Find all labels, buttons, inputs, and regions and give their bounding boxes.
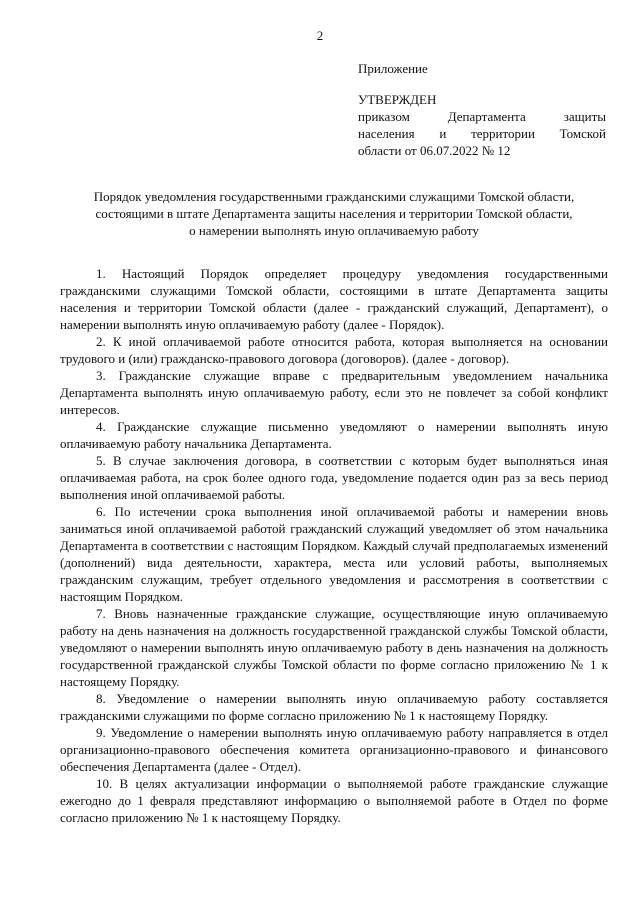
title-line: состоящими в штате Департамента защиты населения и территории Томской области, <box>95 206 573 221</box>
paragraph-5: 5. В случае заключения договора, в соответствии с которым будет выполняться иная оплачиваемая работа, на срок более одного года, уведомление подается один раз за весь период выполнения иной оплачиваемой работы. <box>60 453 608 502</box>
paragraph-2: 2. К иной оплачиваемой работе относится работа, которая выполняется на основании трудового и (или) гражданско-правового договора (договоров). (далее - договор). <box>60 334 608 366</box>
approval-line: приказом Департамента защиты <box>358 109 606 124</box>
document-body <box>60 265 608 826</box>
title-line: о намерении выполнять иную оплачиваемую работу <box>189 223 479 238</box>
title-line: Порядок уведомления государственными гражданскими служащими Томской области, <box>93 189 575 204</box>
page-number: 2 <box>316 28 324 43</box>
paragraph-8: 8. Уведомление о намерении выполнять иную оплачиваемую работу составляется гражданскими служащими по форме согласно приложению № 1 к настоящему Порядку. <box>60 691 608 723</box>
approval-line: населения и территории Томской <box>358 126 606 141</box>
paragraph-3: 3. Гражданские служащие вправе с предварительным уведомлением начальника Департамента выполнять иную оплачиваемую работу, если это не повлечет за собой конфликт интересов. <box>60 368 608 417</box>
paragraph-7: 7. Вновь назначенные гражданские служащие, осуществляющие иную оплачиваемую работу на день назначения на должность государственной гражданской службы Томской области, уведомляют о намерении выполнять иную оплачиваемую работу в день назначения на должность государственной гражданской службы Томской области по форме согласно приложению № 1 к настоящему Порядку. <box>60 606 608 689</box>
appendix-label: Приложение <box>358 61 428 76</box>
paragraph-10: 10. В целях актуализации информации о выполняемой работе гражданские служащие ежегодно до 1 февраля представляют информацию о выполняемой работе в Отдел по форме согласно приложению № 1 к настоящему Порядку. <box>60 776 608 825</box>
approval-heading: УТВЕРЖДЕН <box>358 92 437 107</box>
paragraph-6: 6. По истечении срока выполнения иной оплачиваемой работы и намерении вновь заниматься иной оплачиваемой работой гражданский служащий уведомляет об этом начальника Департамента в соответствии с настоящим Порядком. Каждый случай предполагаемых изменений (дополнений) вида деятельности, характера, места или условий работы, выполняемых гражданским служащим, требует отдельного уведомления и рассмотрения в соответствии с настоящим Порядком. <box>60 504 608 604</box>
approval-order-reference <box>358 108 606 159</box>
paragraph-9: 9. Уведомление о намерении выполнять иную оплачиваемую работу направляется в отдел организационно-правового обеспечения комитета организационно-правового и финансового обеспечения Департамента (далее - Отдел). <box>60 725 608 774</box>
approval-line: области от 06.07.2022 № 12 <box>358 143 511 158</box>
document-title <box>60 188 608 239</box>
paragraph-1: 1. Настоящий Порядок определяет процедуру уведомления государственными гражданскими служащими Томской области, состоящими в штате Департамента защиты населения и территории Томской области (далее - гражданский служащий, Департамент), о намерении выполнять иную оплачиваемую работу (далее - Порядок). <box>60 266 608 332</box>
paragraph-4: 4. Гражданские служащие письменно уведомляют о намерении выполнять иную оплачиваемую работу начальника Департамента. <box>60 419 608 451</box>
